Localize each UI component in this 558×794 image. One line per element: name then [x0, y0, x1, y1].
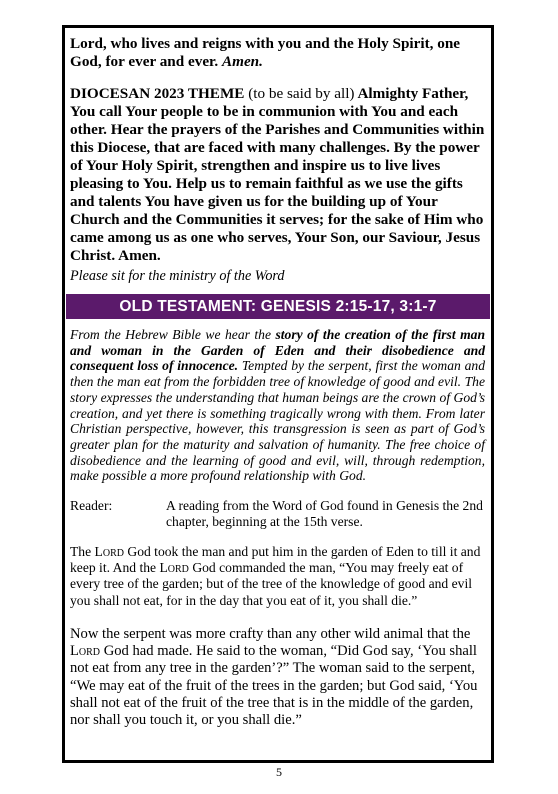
reader-line [70, 498, 485, 530]
reading-paragraph-2 [70, 626, 485, 730]
intro-part1: From the Hebrew Bible we hear the [70, 327, 271, 342]
theme-heading: DIOCESAN 2023 THEME [70, 85, 245, 102]
closing-prayer-text: Lord, who lives and reigns with you and the Holy Spirit, one God, for ever and ever. [70, 35, 461, 70]
closing-prayer [70, 35, 485, 71]
divine-name: Lord [159, 560, 189, 576]
theme-instruction: (to be said by all) [248, 85, 355, 102]
reader-announcement: A reading from the Word of God found in Genesis the 2nd chapter, beginning at the 15th verse. [166, 498, 483, 530]
page-content [70, 35, 485, 730]
reading-paragraph-1 [70, 544, 485, 609]
rubric-sit: Please sit for the ministry of the Word [70, 268, 285, 284]
divine-name: Lord [94, 544, 124, 560]
page-number: 5 [276, 765, 282, 779]
reading1-c: God commanded the man, “You may freely eat of every tree of the garden; but of the tree of the knowledge of good and evil you shall not eat, for in the day that you eat of it, you shall die.” [70, 560, 472, 608]
page-frame [62, 25, 494, 763]
reading1-b: God took the man and put him in the garden of Eden to till it and keep it. And the [70, 544, 481, 576]
divine-name: Lord [70, 643, 101, 660]
reading-introduction [70, 327, 485, 484]
reading1-a: The [70, 544, 92, 560]
reading2-b: God had made. He said to the woman, “Did God say, ‘You shall not eat from any tree in the garden’?” The woman said to the serpent, “We may eat of the fruit of the trees in the garden; but God said, ‘You shall not eat of the fruit of the tree that is in the middle of the garden, nor shall you touch it, or you shall die.” [70, 643, 478, 729]
closing-prayer-amen: Amen. [222, 53, 263, 70]
theme-prayer: Almighty Father, You call Your people to be in communion with You and each other. Hear the prayers of the Parishes and Communities within this Diocese, that are faced with many challenges. By the power of Your Holy Spirit, strengthen and inspire us to live lives pleasing to You. Help us to remain faithful as we use the gifts and talents You have given us for the building up of Your Church and the Communities it serves; for the sake of Him who came among us as one who serves, Your Son, our Saviour, Jesus Christ. Amen. [70, 85, 485, 264]
reader-label: Reader: [70, 498, 113, 514]
intro-part3: Tempted by the serpent, first the woman and then the man eat from the forbidden tree of knowledge of good and evil. The story expresses the understanding that human beings are the crown of God’s creation, and yet there is something tragically wrong with them. From later Christian perspective, however, this transgression is seen as part of God’s greater plan for the maturity and salvation of humanity. The free choice of disobedience and the learning of good and evil, will, through redemption, make possible a more profound relationship with God. [70, 358, 485, 484]
reading-banner: OLD TESTAMENT: GENESIS 2:15-17, 3:1-7 [66, 294, 490, 319]
diocesan-theme [70, 85, 485, 265]
intro-bold: story of the creation of the first man and woman in the Garden of Eden and their disobedience and consequent loss of innocence. [70, 327, 485, 374]
reading2-a: Now the serpent was more crafty than any other wild animal that the [70, 625, 471, 642]
